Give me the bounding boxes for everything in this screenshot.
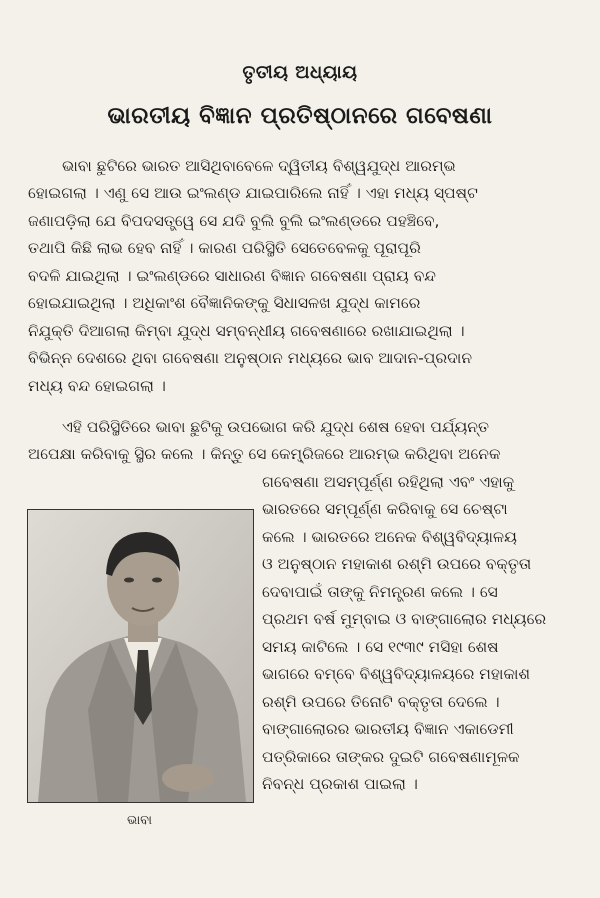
text-line: ତଥାପି କିଛି ଲାଭ ହେବ ନାହିଁ । କାରଣ ପରିସ୍ଥିତି ସେତେବେଳକୁ ପୂରାପୂରି bbox=[28, 239, 421, 257]
portrait-photo bbox=[27, 509, 254, 803]
text-line: ଭାବା ଛୁଟିରେ ଭାରତ ଆସିଥିବାବେଳେ ଦ୍ୱିତୀୟ ବିଶ୍ୱଯୁଦ୍ଧ ଆରମ୍ଭ bbox=[62, 157, 456, 175]
text-line: ଏହି ପରିସ୍ଥିତିରେ ଭାବା ଛୁଟିକୁ ଉପଭୋଗ କରି ଯୁଦ୍ଧ ଶେଷ ହେବା ପର୍ଯ୍ୟନ୍ତ bbox=[62, 418, 489, 436]
text-line: ସମୟ କାଟିଲେ । ସେ ୧୯୩୯ ମସିହା ଶେଷ bbox=[262, 638, 499, 656]
text-line: କଲେ । ଭାରତରେ ଅନେକ ବିଶ୍ୱବିଦ୍ୟାଳୟ bbox=[262, 528, 517, 546]
text-line: ଜଣାପଡ଼ିଲା ଯେ ବିପଦସତ୍ତ୍ୱେ ସେ ଯଦି ବୁଲି ବୁଲି ଇଂଲଣ୍ଡରେ ପହଞ୍ଚିବେ, bbox=[28, 212, 440, 230]
text-line: ବିଭିନ୍ନ ଦେଶରେ ଥିବା ଗବେଷଣା ଅନୁଷ୍ଠାନ ମଧ୍ୟରେ ଭାବ ଆଦାନ-ପ୍ରଦାନ bbox=[28, 349, 473, 367]
text-line: ଦେବାପାଇଁ ତାଙ୍କୁ ନିମନ୍ତ୍ରଣ କଲେ । ସେ bbox=[262, 583, 498, 601]
portrait-illustration bbox=[28, 510, 253, 802]
text-line: ରଶ୍ମି ଉପରେ ତିନୋଟି ବକ୍ତୃତା ଦେଲେ । bbox=[262, 693, 500, 711]
text-line: ବଦଳି ଯାଇଥିଲା । ଇଂଲଣ୍ଡରେ ସାଧାରଣ ବିଜ୍ଞାନ ଗବେଷଣା ପ୍ରାୟ ବନ୍ଦ bbox=[28, 267, 436, 285]
text-line: ମଧ୍ୟ ବନ୍ଦ ହୋଇଗଲା । bbox=[28, 377, 166, 395]
text-line: ଗବେଷଣା ଅସମ୍ପୂର୍ଣ୍ଣ ରହିଥିଲା ଏବଂ ଏହାକୁ bbox=[262, 473, 515, 491]
text-line: ପତ୍ରିକାରେ ତାଙ୍କର ଦୁଇଟି ଗବେଷଣାମୂଳକ bbox=[262, 748, 520, 766]
text-line: ଓ ଅନୁଷ୍ଠାନ ମହାକାଶ ରଶ୍ମି ଉପରେ ବକ୍ତୃତା bbox=[262, 555, 532, 573]
photo-caption: ଭାବା bbox=[126, 813, 153, 828]
chapter-title: ଭାରତୀୟ ବିଜ୍ଞାନ ପ୍ରତିଷ୍ଠାନରେ ଗବେଷଣା bbox=[107, 103, 493, 129]
text-line: ହୋଇଯାଇଥିଲା । ଅଧିକାଂଶ ବୈଜ୍ଞାନିକଙ୍କୁ ସିଧାସଳଖ ଯୁଦ୍ଧ କାମରେ bbox=[28, 294, 421, 312]
text-line: ପ୍ରଥମ ବର୍ଷ ମୁମ୍ବାଇ ଓ ବାଙ୍ଗାଲୋର ମଧ୍ୟରେ bbox=[262, 610, 547, 628]
text-line: ଭାରତରେ ସମ୍ପୂର୍ଣ୍ଣ କରିବାକୁ ସେ ଚେଷ୍ଟା bbox=[262, 500, 508, 518]
text-line: ନିବନ୍ଧ ପ୍ରକାଶ ପାଇଲା । bbox=[262, 775, 418, 793]
chapter-label: ତୃତୀୟ ଅଧ୍ୟାୟ bbox=[242, 62, 358, 83]
text-line: ହୋଇଗଲା । ଏଣୁ ସେ ଆଉ ଇଂଲଣ୍ଡ ଯାଇପାରିଲେ ନାହିଁ । ଏହା ମଧ୍ୟ ସ୍ପଷ୍ଟ bbox=[28, 184, 478, 202]
text-line: ଅପେକ୍ଷା କରିବାକୁ ସ୍ଥିର କଲେ । କିନ୍ତୁ ସେ କେମ୍ବ୍ରିଜରେ ଆରମ୍ଭ କରିଥିବା ଅନେକ bbox=[28, 445, 501, 463]
text-line: ନିଯୁକ୍ତି ଦିଆଗଲା କିମ୍ବା ଯୁଦ୍ଧ ସମ୍ବନ୍ଧୀୟ ଗବେଷଣାରେ ରଖାଯାଇଥିଲା । bbox=[28, 322, 465, 340]
text-line: ଭାଗରେ ବମ୍ବେ ବିଶ୍ୱବିଦ୍ୟାଳୟରେ ମହାକାଶ bbox=[262, 665, 530, 683]
text-line: ବାଙ୍ଗାଲୋରର ଭାରତୀୟ ବିଜ୍ଞାନ ଏକାଡେମୀ bbox=[262, 720, 514, 738]
